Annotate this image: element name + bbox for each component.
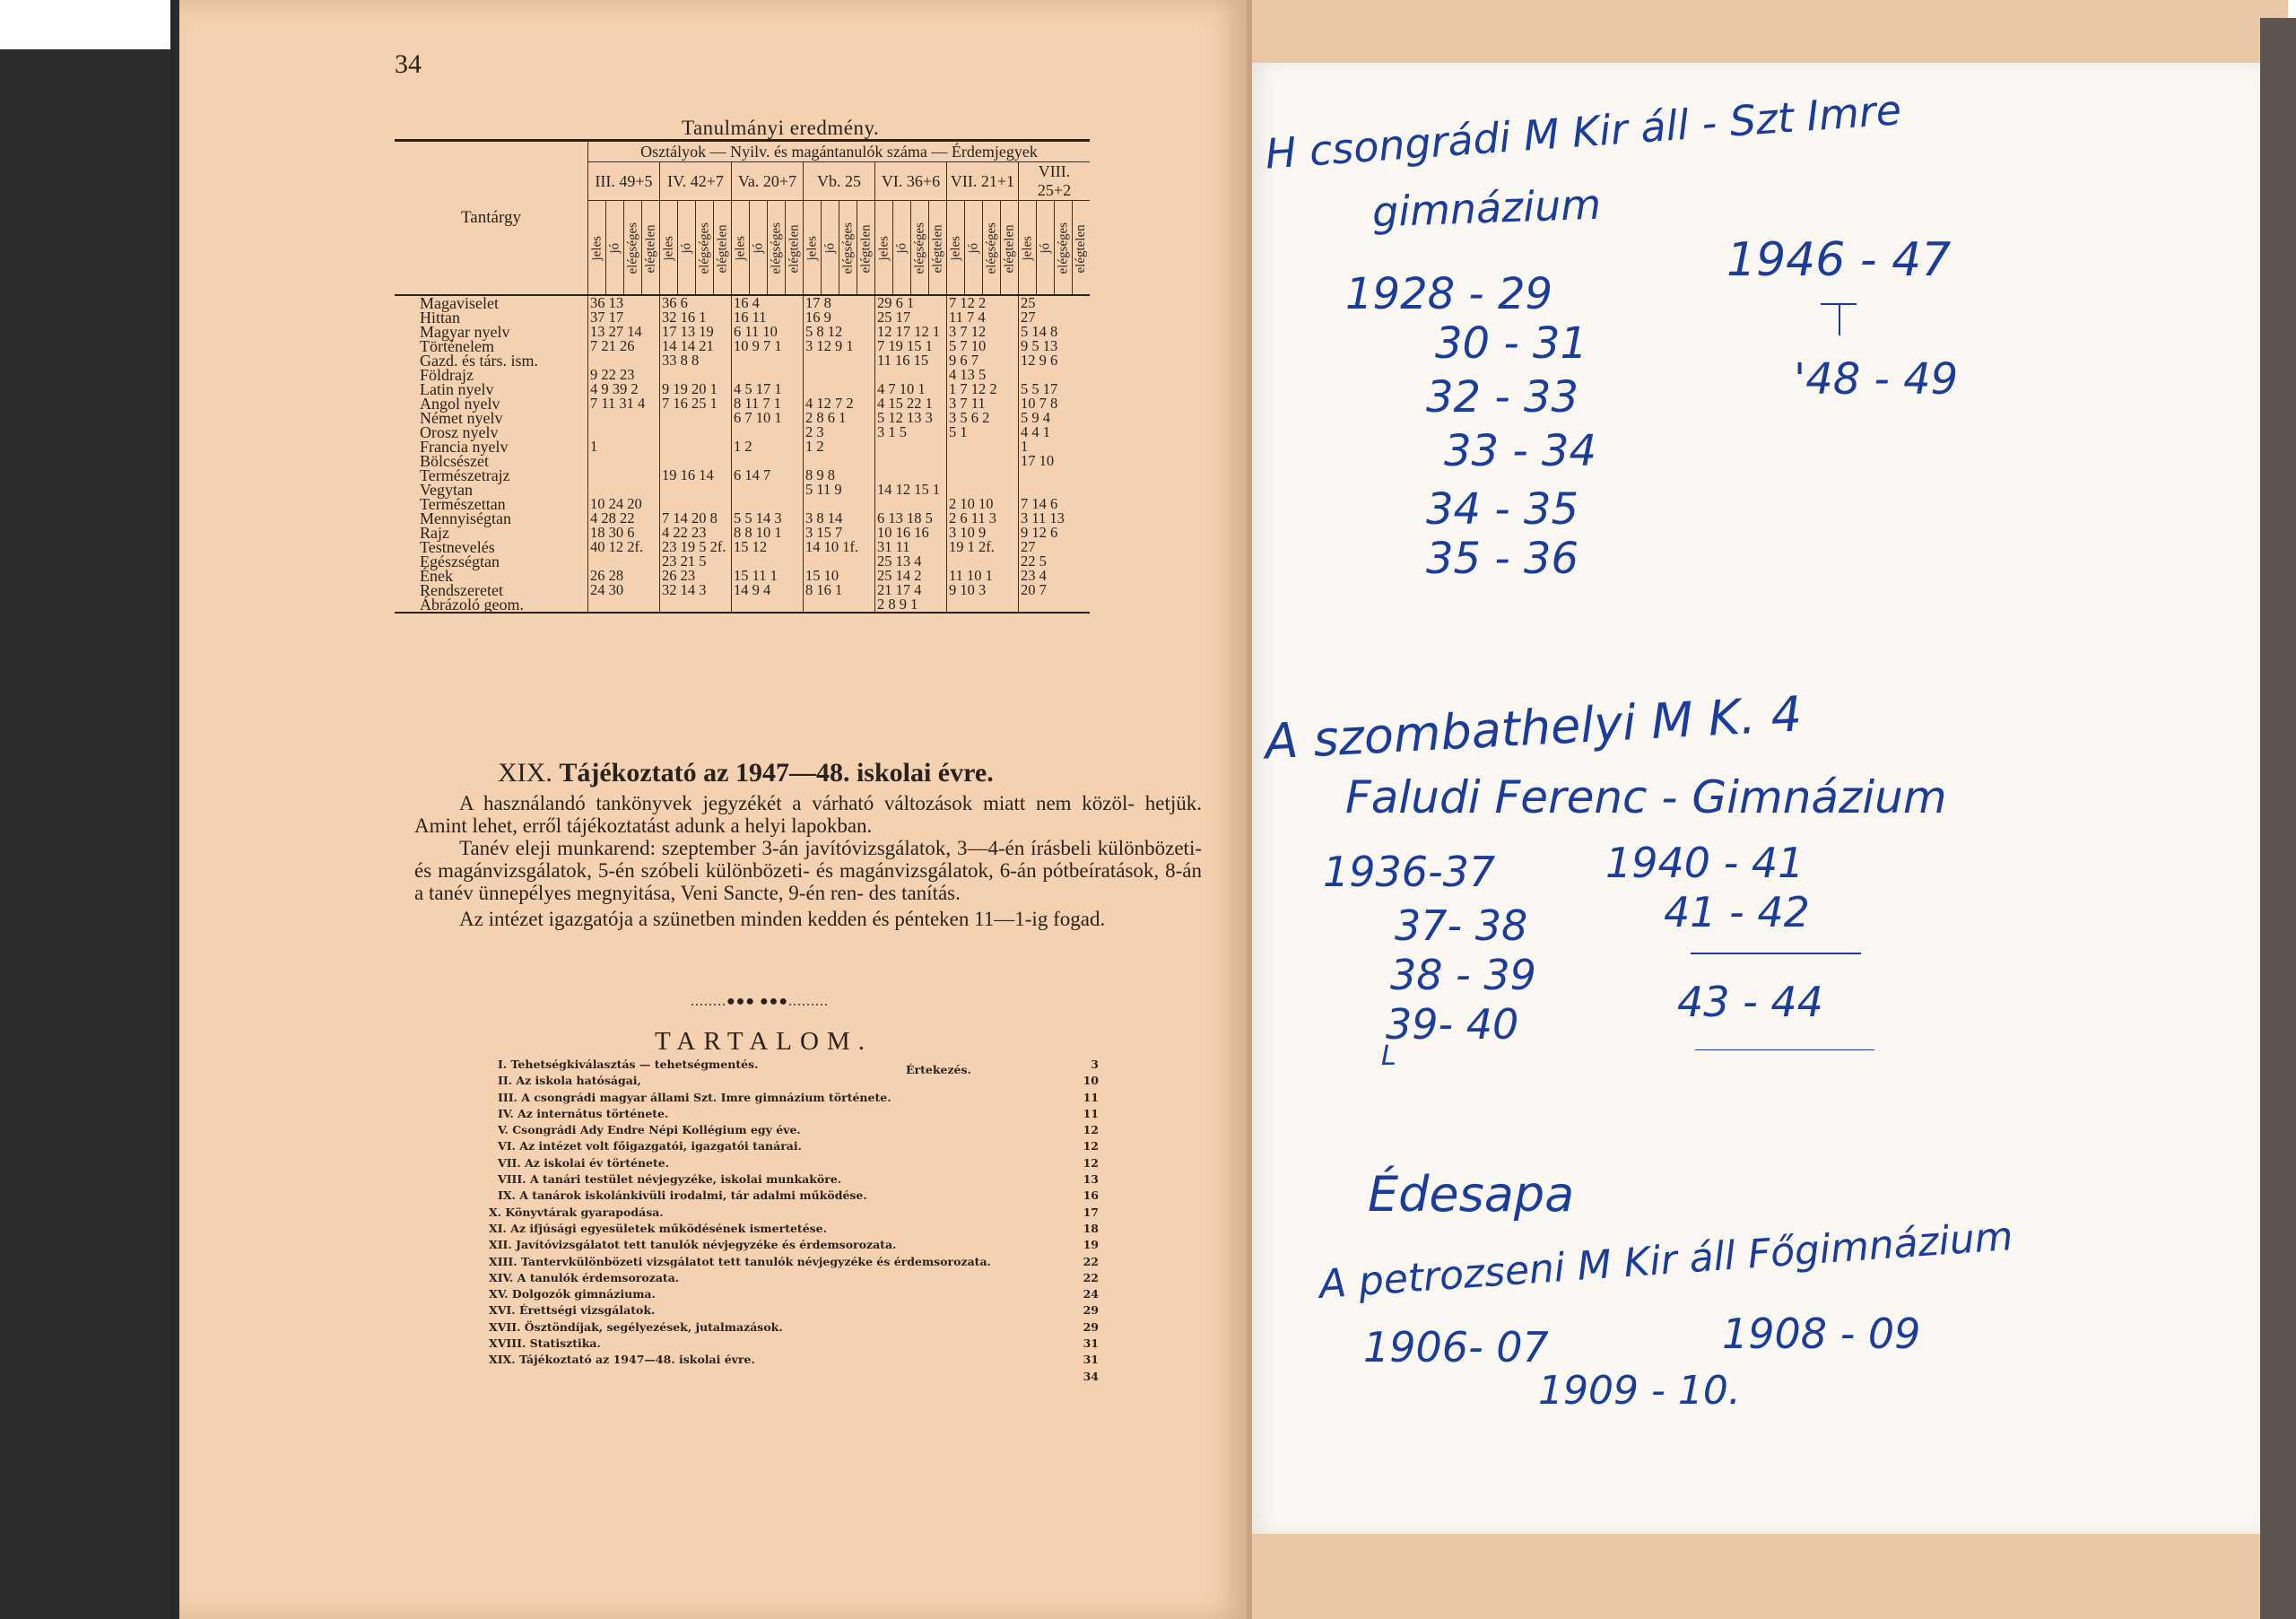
toc-item	[489, 1237, 1099, 1253]
grade-count-cell: 32 14 3	[660, 583, 732, 597]
toc-item-label: XIV. A tanulók érdemsorozata.	[489, 1270, 680, 1284]
class-header: III. 49+5	[588, 162, 660, 201]
note1-year-right: '48 - 49	[1794, 354, 1959, 405]
grade-count-cell	[804, 368, 875, 382]
toc-item	[489, 1138, 1099, 1154]
grade-count-cell: 29 6 1	[875, 295, 947, 310]
note3-year: 1908 - 09	[1722, 1310, 1921, 1358]
note2-line2: Faludi Ferenc - Gimnázium	[1345, 771, 1947, 823]
grade-count-cell: 7 21 26	[588, 339, 660, 353]
toc-item	[489, 1286, 1099, 1302]
grade-count-cell: 37 17	[588, 310, 660, 325]
grade-count-cell: 33 8 8	[660, 353, 732, 368]
grade-count-cell: 8 8 10 1	[732, 526, 804, 540]
grade-count-cell: 3 7 11	[947, 396, 1019, 411]
grade-count-cell: 9 19 20 1	[660, 382, 732, 396]
grade-count-cell: 11 10 1	[947, 569, 1019, 583]
subject-cell: Egészségtan	[420, 553, 500, 570]
grade-header: elégséges	[696, 201, 714, 296]
grade-header: elégtelen	[714, 201, 732, 296]
grade-count-cell: 16 9	[804, 310, 875, 325]
subject-cell: Rendszeretet	[420, 581, 503, 599]
grade-header: elégséges	[1055, 201, 1073, 296]
note1-year: 30 - 31	[1435, 318, 1587, 369]
toc-item	[489, 1171, 1099, 1188]
subject-cell: Mennyiségtan	[420, 509, 511, 527]
grade-count-cell: 14 12 15 1	[875, 483, 947, 497]
note1-year: 33 - 34	[1444, 426, 1596, 476]
grade-count-cell: 15 10	[804, 569, 875, 583]
note3-line1: Édesapa	[1368, 1166, 1575, 1223]
grade-count-cell: 26 23	[660, 569, 732, 583]
divider-ornament: ........●●● ●●●.........	[691, 994, 829, 1009]
grade-header: jeles	[732, 201, 750, 296]
grade-header: elégtelen	[929, 201, 947, 296]
book-binding	[0, 49, 193, 1619]
grade-header: jó	[965, 201, 983, 296]
grade-count-cell: 16 4	[732, 295, 804, 310]
grade-count-cell: 23 19 5 2f.	[660, 540, 732, 554]
subject-cell: Természetrajz	[420, 466, 510, 484]
note1-year: 32 - 33	[1426, 372, 1578, 422]
toc-item-page: 3	[1091, 1058, 1099, 1071]
grade-count-cell	[732, 483, 804, 497]
toc-ertekezes: Értekezés.	[906, 1063, 971, 1076]
class-header: VII. 21+1	[947, 162, 1019, 201]
grade-count-cell	[804, 597, 875, 613]
subject-header: Tantárgy	[395, 141, 588, 296]
grade-count-cell: 31 11	[875, 540, 947, 554]
toc-item	[489, 1369, 1099, 1385]
toc-item-page: 19	[1083, 1238, 1099, 1252]
grade-count-cell: 19 16 14	[660, 468, 732, 483]
toc-item-page: 29	[1083, 1303, 1099, 1318]
grade-count-cell: 4 28 22	[588, 511, 660, 526]
toc-item-label: XV. Dolgozók gimnáziuma.	[489, 1287, 656, 1301]
subject-cell: Francia nyelv	[420, 438, 509, 456]
toc-item-label: IV. Az internátus története.	[498, 1106, 669, 1120]
grade-count-cell: 15 11 1	[732, 569, 804, 583]
toc-item-label: XII. Javítóvizsgálatot tett tanulók névjegyzéke és érdemsorozata.	[489, 1238, 897, 1252]
grade-count-cell: 3 10 9	[947, 526, 1019, 540]
grade-header: jó	[606, 201, 624, 296]
grade-count-cell: 5 14 8	[1019, 325, 1091, 339]
grade-count-cell: 17 13 19	[660, 325, 732, 339]
grade-count-cell: 5 5 17	[1019, 382, 1091, 396]
subject-cell: Testnevelés	[420, 538, 495, 556]
grade-count-cell: 6 13 18 5	[875, 511, 947, 526]
toc-item-label: X. Könyvtárak gyarapodása.	[489, 1205, 664, 1219]
subject-cell: Hittan	[420, 309, 460, 326]
note2-line1: A szombathelyi M K. 4	[1263, 685, 1804, 770]
grade-count-cell: 17 8	[804, 295, 875, 310]
note3-year: 1909 - 10.	[1538, 1368, 1741, 1414]
grade-count-cell: 7 14 20 8	[660, 511, 732, 526]
toc-item-page: 34	[1083, 1369, 1099, 1383]
toc-item-page: 18	[1083, 1221, 1099, 1235]
toc-item-label: VIII. A tanári testület névjegyzéke, iskolai munkaköre.	[498, 1172, 842, 1187]
note1-year-right: 1946 - 47	[1726, 233, 1952, 287]
toc-item	[489, 1302, 1099, 1319]
grade-count-cell: 8 16 1	[804, 583, 875, 597]
grade-count-cell: 16 11	[732, 310, 804, 325]
table-title: Tanulmányi eredmény.	[682, 117, 880, 139]
note2-year: 39- 40	[1386, 1000, 1519, 1049]
grade-count-cell: 5 7 10	[947, 339, 1019, 353]
table-of-contents	[489, 1057, 1099, 1385]
grade-count-cell	[588, 425, 660, 440]
table-row	[395, 411, 1090, 425]
toc-item-label: IX. A tanárok iskolánkivüli irodalmi, tár adalmi működése.	[498, 1188, 867, 1203]
grade-header: jeles	[588, 201, 606, 296]
toc-item-label: XIX. Tájékoztató az 1947—48. iskolai évre.	[489, 1353, 755, 1367]
toc-item	[489, 1205, 1099, 1221]
grade-header: elégtelen	[857, 201, 875, 296]
grade-count-cell: 2 8 9 1	[875, 597, 947, 613]
grade-count-cell: 7 14 6	[1019, 497, 1091, 511]
grade-count-cell: 1 2	[732, 440, 804, 454]
grade-count-cell	[660, 411, 732, 425]
toc-item	[489, 1221, 1099, 1237]
toc-item-label: XVI. Érettségi vizsgálatok.	[489, 1303, 656, 1318]
grade-count-cell	[875, 454, 947, 468]
grade-count-cell: 3 1 5	[875, 425, 947, 440]
table-row	[395, 597, 1090, 613]
note2-year-right: 41 - 42	[1664, 888, 1810, 936]
grade-count-cell: 7 19 15 1	[875, 339, 947, 353]
grade-count-cell: 40 12 2f.	[588, 540, 660, 554]
results-table	[395, 139, 1090, 614]
toc-item-page: 12	[1083, 1123, 1099, 1137]
subject-cell: Ének	[420, 567, 453, 585]
grade-count-cell: 2 3	[804, 425, 875, 440]
toc-item	[489, 1352, 1099, 1368]
grade-count-cell: 10 24 20	[588, 497, 660, 511]
separator-line	[1691, 953, 1861, 954]
grade-count-cell: 5 8 12	[804, 325, 875, 339]
toc-item	[489, 1122, 1099, 1138]
grade-count-cell	[660, 425, 732, 440]
toc-item	[489, 1270, 1099, 1286]
grade-count-cell: 3 12 9 1	[804, 339, 875, 353]
paragraph: Tanév eleji munkarend: szeptember 3-án javítóvizsgálatok, 3—4-én írásbeli különbözeti- és magánvizsgálatok, 5-én szóbeli különbözeti- és magánvizsgálatok, 6-án pótbeíratások, 8-án a tanév ünnepélyes megnyitása, Veni Sancte, 9-én ren- des tanítás.	[414, 837, 1202, 904]
underline	[1695, 1049, 1874, 1050]
grade-count-cell	[947, 454, 1019, 468]
grade-header: jó	[1037, 201, 1055, 296]
grade-count-cell: 3 11 13	[1019, 511, 1091, 526]
subject-cell: Magyar nyelv	[420, 323, 510, 341]
grade-count-cell: 1	[1019, 440, 1091, 454]
toc-item-page: 12	[1083, 1155, 1099, 1170]
grade-count-cell: 6 14 7	[732, 468, 804, 483]
toc-item-page: 22	[1083, 1270, 1099, 1284]
grade-header: elégséges	[911, 201, 929, 296]
toc-item-page: 24	[1083, 1287, 1099, 1301]
subject-cell: Természettan	[420, 495, 506, 513]
classes-header: Osztályok — Nyilv. és magántanulók száma — Érdemjegyek	[588, 141, 1091, 162]
grade-count-cell	[588, 411, 660, 425]
grade-count-cell	[588, 597, 660, 613]
grade-count-cell: 14 9 4	[732, 583, 804, 597]
subject-cell: Latin nyelv	[420, 380, 494, 398]
grade-count-cell: 10 16 16	[875, 526, 947, 540]
grade-count-cell: 11 16 15	[875, 353, 947, 368]
class-header: VI. 36+6	[875, 162, 947, 201]
class-header: VIII. 25+2	[1019, 162, 1091, 201]
grade-count-cell: 9 10 3	[947, 583, 1019, 597]
grade-count-cell: 4 22 23	[660, 526, 732, 540]
toc-item-label: I. Tehetségkiválasztás — tehetségmentés.	[498, 1058, 759, 1071]
subject-cell: Vegytan	[420, 481, 473, 499]
grade-count-cell: 9 6 7	[947, 353, 1019, 368]
toc-item-label: XIII. Tantervkülönbözeti vizsgálatot tett tanulók névjegyzéke és érdemsorozata.	[489, 1254, 991, 1268]
toc-item-page: 31	[1083, 1336, 1099, 1351]
toc-item-page: 13	[1083, 1172, 1099, 1187]
grade-count-cell: 21 17 4	[875, 583, 947, 597]
toc-item	[489, 1336, 1099, 1352]
section-title: XIX. Tájékoztató az 1947—48. iskolai évre.	[498, 758, 994, 788]
toc-item-page: 31	[1083, 1353, 1099, 1367]
grade-header: elégséges	[768, 201, 786, 296]
grade-count-cell: 10 7 8	[1019, 396, 1091, 411]
grade-count-cell: 22 5	[1019, 554, 1091, 569]
grade-count-cell: 4 4 1	[1019, 425, 1091, 440]
subject-cell: Orosz nyelv	[420, 423, 499, 441]
toc-item-label: III. A csongrádi magyar állami Szt. Imre gimnázium története.	[498, 1090, 891, 1104]
toc-item-page: 11	[1083, 1090, 1099, 1104]
note1-year: 35 - 36	[1426, 534, 1578, 584]
grade-count-cell: 10 9 7 1	[732, 339, 804, 353]
grade-header: elégtelen	[1001, 201, 1019, 296]
grade-count-cell	[660, 440, 732, 454]
grade-count-cell: 27	[1019, 310, 1091, 325]
grade-header: jeles	[1019, 201, 1037, 296]
toc-item-label: VI. Az intézet volt főigazgatói, igazgatói tanárai.	[498, 1139, 803, 1153]
cover-edge	[2260, 18, 2296, 1619]
grade-header: elégtelen	[642, 201, 660, 296]
grade-count-cell	[804, 353, 875, 368]
grade-count-cell: 36 6	[660, 295, 732, 310]
grade-count-cell: 15 12	[732, 540, 804, 554]
tick-mark	[1839, 303, 1840, 335]
page-number: 34	[395, 49, 422, 79]
toc-item	[489, 1090, 1099, 1106]
toc-item-label: XVII. Ösztöndíjak, segélyezések, jutalmazások.	[489, 1319, 783, 1334]
grade-count-cell: 4 13 5	[947, 368, 1019, 382]
note3-year: 1906- 07	[1363, 1323, 1549, 1371]
toc-item-label: XVIII. Statisztika.	[489, 1336, 601, 1351]
note1-year: 34 - 35	[1426, 484, 1578, 535]
grade-count-cell: 2 10 10	[947, 497, 1019, 511]
grade-header: elégtelen	[1073, 201, 1091, 296]
note3-line2: A petrozseni M Kir áll Főgimnázium	[1318, 1214, 2015, 1308]
grade-count-cell: 3 15 7	[804, 526, 875, 540]
toc-item-label: XI. Az ifjúsági egyesületek működésének ismertetése.	[489, 1221, 827, 1235]
toc-item-page: 22	[1083, 1254, 1099, 1268]
subject-cell: Magaviselet	[420, 294, 499, 312]
grade-count-cell: 24 30	[588, 583, 660, 597]
grade-count-cell	[1019, 468, 1091, 483]
grade-header: jó	[822, 201, 839, 296]
toc-item-label: II. Az iskola hatóságai,	[498, 1074, 641, 1088]
paragraph: A használandó tankönyvek jegyzékét a várható változások miatt nem közöl- hetjük. Amint lehet, erről tájékoztatást adunk a helyi lapokban.	[414, 792, 1202, 837]
toc-item	[489, 1057, 1099, 1073]
grade-count-cell: 5 1	[947, 425, 1019, 440]
grade-count-cell: 13 27 14	[588, 325, 660, 339]
toc-item-page: 12	[1083, 1139, 1099, 1153]
grade-count-cell: 25 13 4	[875, 554, 947, 569]
grade-count-cell: 5 5 14 3	[732, 511, 804, 526]
note2-year: 37- 38	[1395, 901, 1528, 950]
grade-header: jó	[678, 201, 696, 296]
grade-count-cell: 8 9 8	[804, 468, 875, 483]
grade-count-cell: 7 11 31 4	[588, 396, 660, 411]
grade-header: jeles	[875, 201, 893, 296]
grade-count-cell	[732, 597, 804, 613]
subject-cell: Földrajz	[420, 366, 474, 384]
note1-line1: H csongrádi M Kir áll - Szt Imre	[1263, 85, 1903, 178]
class-header: IV. 42+7	[660, 162, 732, 201]
section-body	[414, 792, 1202, 930]
grade-header: jó	[750, 201, 768, 296]
grade-header: jó	[893, 201, 911, 296]
grade-count-cell: 26 28	[588, 569, 660, 583]
note1-year: 1928 - 29	[1345, 269, 1553, 319]
grade-count-cell: 25	[1019, 295, 1091, 310]
grade-count-cell: 4 7 10 1	[875, 382, 947, 396]
grade-header: elégséges	[624, 201, 642, 296]
grade-count-cell	[947, 440, 1019, 454]
grade-count-cell: 4 15 22 1	[875, 396, 947, 411]
grade-count-cell: 7 16 25 1	[660, 396, 732, 411]
grade-count-cell: 7 12 2	[947, 295, 1019, 310]
grade-count-cell: 1 7 12 2	[947, 382, 1019, 396]
grade-count-cell	[588, 454, 660, 468]
note2-year: 38 - 39	[1390, 951, 1536, 999]
grade-count-cell: 12 9 6	[1019, 353, 1091, 368]
grade-count-cell: 9 12 6	[1019, 526, 1091, 540]
grade-count-cell: 8 11 7 1	[732, 396, 804, 411]
toc-item-page: 10	[1083, 1074, 1099, 1088]
grade-count-cell: 23 4	[1019, 569, 1091, 583]
grade-count-cell: 2 6 11 3	[947, 511, 1019, 526]
grade-count-cell: 6 11 10	[732, 325, 804, 339]
toc-item-label: V. Csongrádi Ady Endre Népi Kollégium egy éve.	[498, 1123, 801, 1137]
grade-header: jeles	[660, 201, 678, 296]
grade-count-cell: 18 30 6	[588, 526, 660, 540]
grade-header: elégtelen	[786, 201, 804, 296]
grade-count-cell	[1019, 597, 1091, 613]
grade-count-cell: 9 5 13	[1019, 339, 1091, 353]
grade-count-cell	[732, 353, 804, 368]
table-row	[395, 468, 1090, 483]
grade-count-cell: 3 5 6 2	[947, 411, 1019, 425]
grade-count-cell	[660, 597, 732, 613]
note2-year-right: 43 - 44	[1677, 978, 1823, 1026]
table-row	[395, 440, 1090, 454]
grade-count-cell: 14 10 1f.	[804, 540, 875, 554]
toc-item	[489, 1106, 1099, 1122]
grade-count-cell: 25 14 2	[875, 569, 947, 583]
grade-count-cell: 27	[1019, 540, 1091, 554]
toc-item	[489, 1155, 1099, 1171]
grade-header: jeles	[947, 201, 965, 296]
grade-count-cell	[947, 468, 1019, 483]
grade-header: jeles	[804, 201, 822, 296]
grade-count-cell: 1 2	[804, 440, 875, 454]
note2-mark: L	[1381, 1040, 1396, 1072]
subject-cell: Német nyelv	[420, 409, 503, 427]
grade-count-cell: 32 16 1	[660, 310, 732, 325]
toc-item	[489, 1319, 1099, 1336]
toc-item-page: 11	[1083, 1106, 1099, 1120]
grade-count-cell	[660, 483, 732, 497]
subject-cell: Történelem	[420, 337, 494, 355]
grade-count-cell: 5 11 9	[804, 483, 875, 497]
grade-count-cell: 19 1 2f.	[947, 540, 1019, 554]
grade-count-cell: 11 7 4	[947, 310, 1019, 325]
grade-count-cell: 6 7 10 1	[732, 411, 804, 425]
grade-count-cell: 36 13	[588, 295, 660, 310]
grade-count-cell: 20 7	[1019, 583, 1091, 597]
paragraph: Az intézet igazgatója a szünetben minden kedden és pénteken 11—1-ig fogad.	[459, 908, 1106, 930]
toc-item-page: 29	[1083, 1319, 1099, 1334]
grade-count-cell: 23 21 5	[660, 554, 732, 569]
grade-count-cell	[875, 440, 947, 454]
grade-count-cell: 4 5 17 1	[732, 382, 804, 396]
toc-item-page: 16	[1083, 1188, 1099, 1203]
grade-count-cell: 3 8 14	[804, 511, 875, 526]
grade-count-cell: 4 12 7 2	[804, 396, 875, 411]
grade-count-cell: 5 9 4	[1019, 411, 1091, 425]
subject-cell: Bölcsészet	[420, 452, 489, 470]
toc-item-label: VII. Az iskolai év története.	[498, 1155, 670, 1170]
grade-count-cell: 14 14 21	[660, 339, 732, 353]
grade-count-cell: 1	[588, 440, 660, 454]
subject-cell: Ábrázoló geom.	[395, 597, 588, 613]
grade-count-cell	[947, 597, 1019, 613]
grade-count-cell	[588, 468, 660, 483]
class-header: Va. 20+7	[732, 162, 804, 201]
grade-count-cell: 9 22 23	[588, 368, 660, 382]
note2-year-right: 1940 - 41	[1605, 839, 1805, 887]
subject-cell: Angol nyelv	[420, 395, 500, 413]
grade-count-cell: 17 10	[1019, 454, 1091, 468]
grade-count-cell: 3 7 12	[947, 325, 1019, 339]
toc-title: TARTALOM.	[655, 1027, 873, 1056]
class-header: Vb. 25	[804, 162, 875, 201]
subject-cell: Gazd. és társ. ism.	[420, 352, 538, 370]
grade-count-cell: 4 9 39 2	[588, 382, 660, 396]
grade-count-cell: 25 17	[875, 310, 947, 325]
grade-header: elégséges	[839, 201, 857, 296]
note2-year: 1936-37	[1323, 848, 1496, 896]
toc-item	[489, 1188, 1099, 1204]
toc-item	[489, 1254, 1099, 1270]
note1-line2: gimnázium	[1371, 179, 1602, 237]
toc-item-page: 17	[1083, 1205, 1099, 1219]
subject-cell: Rajz	[420, 524, 449, 542]
grade-count-cell: 12 17 12 1	[875, 325, 947, 339]
grade-header: elégséges	[983, 201, 1001, 296]
grade-count-cell: 5 12 13 3	[875, 411, 947, 425]
toc-item	[489, 1073, 1099, 1089]
grade-count-cell: 2 8 6 1	[804, 411, 875, 425]
